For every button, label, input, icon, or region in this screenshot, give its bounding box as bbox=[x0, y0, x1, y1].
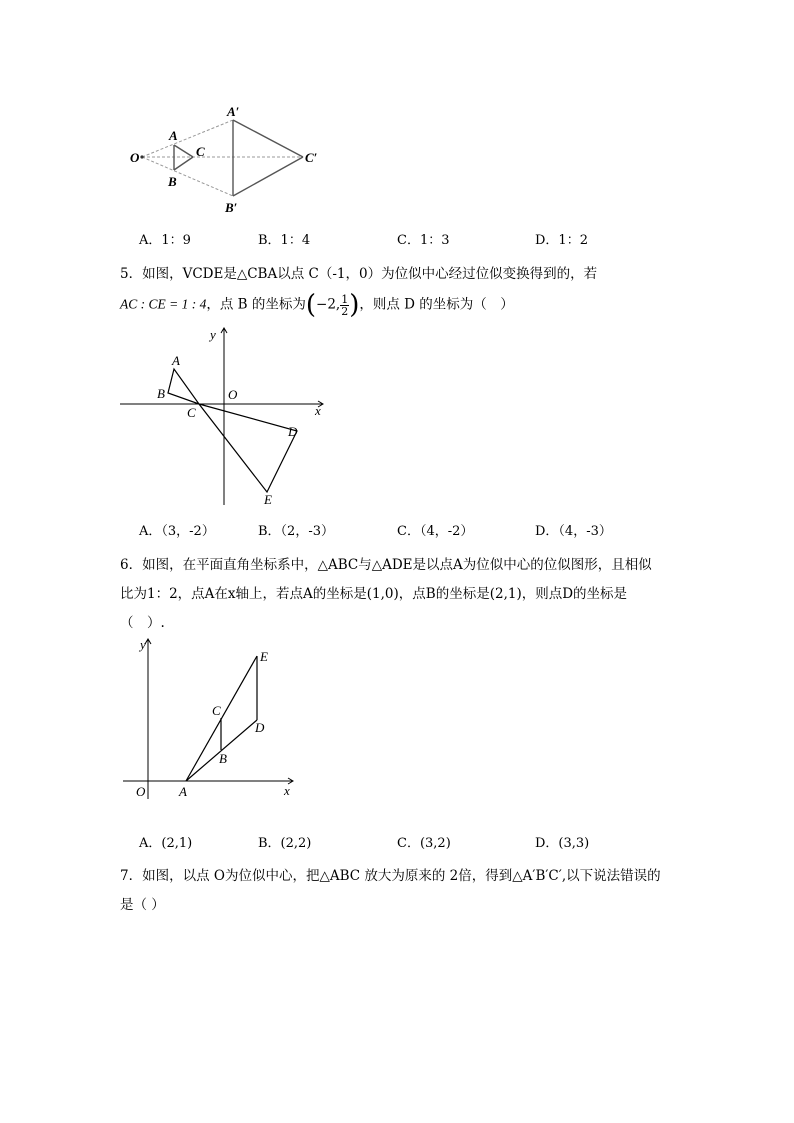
q5-option-d[interactable]: D．（4，-3） bbox=[535, 524, 612, 539]
q4-label-o: O bbox=[130, 150, 140, 165]
q4-label-a: A bbox=[169, 128, 178, 143]
q5-label-e: E bbox=[264, 492, 272, 507]
q4-figure bbox=[125, 100, 335, 220]
q4-label-a-prime: A′ bbox=[227, 104, 240, 119]
q6-option-c[interactable]: C．(3,2) bbox=[397, 836, 451, 851]
q4-option-d[interactable]: D．1：2 bbox=[535, 233, 588, 248]
q7-stem-line1: 7．如图，以点 O为位似中心，把△ABC 放大为原来的 2倍，得到△A′B′C′,以下说法错误的 bbox=[120, 868, 661, 884]
q5-label-c: C bbox=[187, 405, 196, 420]
q6-option-b[interactable]: B．(2,2) bbox=[258, 836, 312, 851]
q6-label-d: D bbox=[255, 720, 265, 735]
q4-option-b[interactable]: B．1：4 bbox=[258, 233, 311, 248]
q5-fraction-den: 2 bbox=[341, 304, 349, 318]
q5-label-x: x bbox=[315, 403, 321, 418]
q6-label-o: O bbox=[136, 784, 146, 799]
q6-label-c: C bbox=[212, 703, 221, 718]
q4-label-c-prime: C′ bbox=[305, 150, 318, 165]
q6-stem-line2: 比为1：2，点A在x轴上，若点A的坐标是(1,0)，点B的坐标是(2,1)，则点D的坐标是 bbox=[120, 586, 628, 602]
q5-option-c[interactable]: C．（4，-2） bbox=[397, 524, 474, 539]
q6-option-d[interactable]: D．(3,3) bbox=[535, 836, 590, 851]
q5-option-b[interactable]: B．（2，-3） bbox=[258, 524, 334, 539]
q4-option-c[interactable]: C．1：3 bbox=[397, 233, 450, 248]
q4-option-a[interactable]: A．1：9 bbox=[139, 233, 191, 248]
q5-fraction bbox=[340, 294, 349, 317]
q5-figure bbox=[115, 325, 335, 510]
q6-label-y: y bbox=[140, 637, 146, 652]
q5-paren-close: ) bbox=[349, 290, 360, 320]
q5-label-o: O bbox=[228, 387, 238, 402]
q6-stem-line3: （ ）. bbox=[120, 615, 165, 631]
q5-paren-open: ( bbox=[305, 290, 317, 320]
q5-stem-d-ask: ，则点 D 的坐标为（ ） bbox=[359, 296, 514, 313]
q4-label-c: C bbox=[196, 144, 205, 159]
q4-label-b: B bbox=[168, 174, 177, 189]
q6-stem-line1: 6．如图，在平面直角坐标系中，△ABC与△ADE是以点A为位似中心的位似图形，且相似 bbox=[120, 557, 652, 573]
q4-label-b-prime: B′ bbox=[225, 200, 238, 215]
q5-stem-line2 bbox=[120, 290, 514, 320]
q5-label-y: y bbox=[210, 327, 216, 342]
q6-label-a: A bbox=[179, 784, 187, 799]
q6-option-a[interactable]: A．(2,1) bbox=[139, 836, 193, 851]
q7-stem-line2: 是（ ） bbox=[120, 897, 165, 913]
q6-figure bbox=[115, 632, 305, 802]
q5-stem-b-intro: ，点 B 的坐标为 bbox=[206, 296, 306, 313]
q5-label-d: D bbox=[288, 424, 298, 439]
q5-option-a[interactable]: A．（3，-2） bbox=[139, 524, 215, 539]
q6-label-b: B bbox=[219, 751, 227, 766]
q6-label-e: E bbox=[260, 649, 268, 664]
q6-label-x: x bbox=[284, 783, 290, 798]
q5-label-a: A bbox=[172, 353, 180, 368]
q5-stem-line1: 5．如图，VCDE是△CBA以点 C（-1，0）为位似中心经过位似变换得到的，若 bbox=[120, 266, 598, 282]
q5-label-b: B bbox=[157, 386, 165, 401]
q5-fraction-num: 1 bbox=[341, 292, 349, 306]
q5-ratio: AC : CE = 1 : 4 bbox=[120, 296, 207, 312]
q5-coord-x: −2, bbox=[316, 296, 341, 313]
